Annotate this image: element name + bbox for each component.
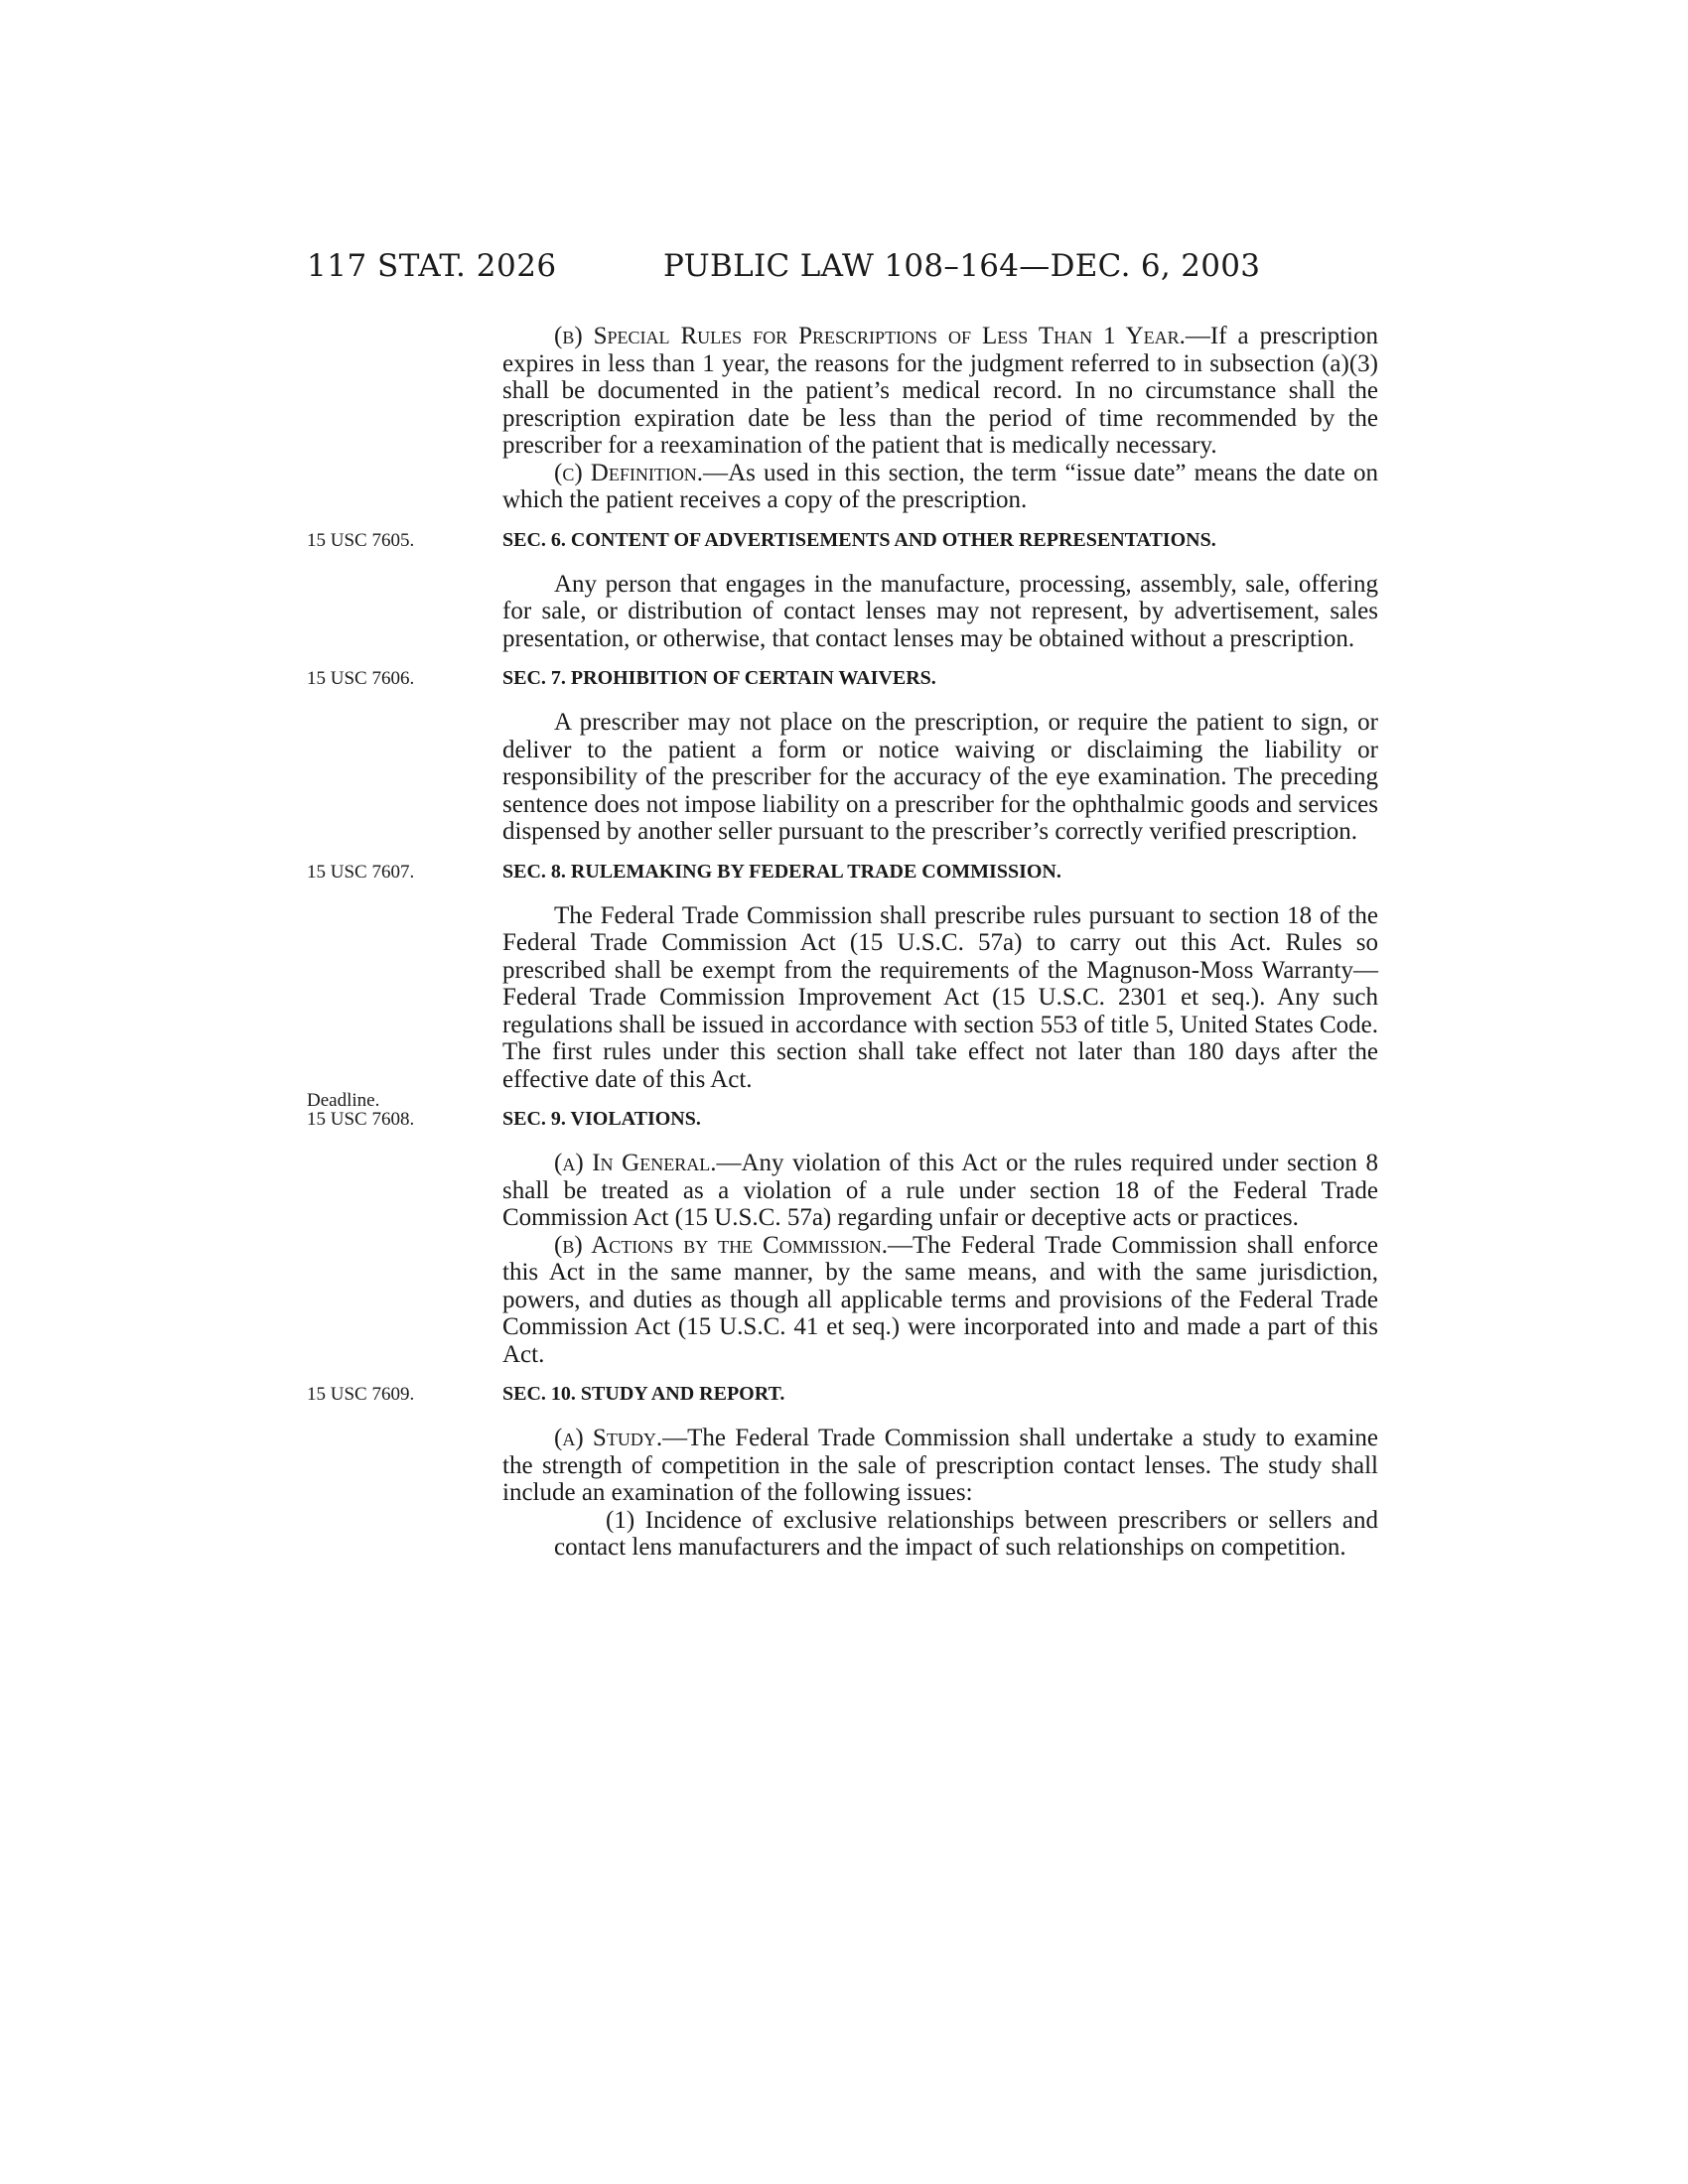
sec7-text: A prescriber may not place on the prescription, or require the patient to sign, or deliver to the patient a form or notice waiving or disclaiming the liability or responsibility of the prescriber for the accuracy of the eye examination. The preceding sentence does not impose liability on a prescriber for the ophthalmic goods and services dispensed by another seller pursuant to the prescriber’s correctly verified prescription. [502, 709, 1378, 845]
sec8-deadline-note: Deadline. [307, 1089, 380, 1111]
sec10-usc-citation: 15 USC 7609. [307, 1384, 415, 1405]
sec10-a-text: The Federal Trade Commission shall undertake a study to examine the strength of competition in the sale of prescription contact lenses. The study shall include an examination of the following issues: [502, 1425, 1378, 1506]
statute-page-number: 117 STAT. 2026 [307, 248, 557, 284]
sec9-a-text: Any violation of this Act or the rules required under section 8 shall be treated as a violation of a rule under section 18 of the Federal Trade Commission Act (15 U.S.C. 57a) regarding unfair or deceptive acts or practices. [502, 1150, 1378, 1231]
document-body [307, 323, 1379, 1562]
sec6-heading: SEC. 6. CONTENT OF ADVERTISEMENTS AND OTHER REPRESENTATIONS. [502, 528, 1216, 551]
section-6 [307, 528, 1378, 653]
sec10-subsection-a [502, 1425, 1378, 1507]
sec5-subsection-c [502, 460, 1378, 514]
sec5-b-heading: (b) Special Rules for Prescriptions of Less Than 1 Year.— [554, 323, 1210, 349]
section-7 [307, 666, 1378, 846]
sec6-usc-citation: 15 USC 7605. [307, 529, 415, 551]
section-8 [307, 860, 1378, 1111]
sec6-text: Any person that engages in the manufacture, processing, assembly, sale, offering for sale, or distribution of contact lenses may not represent, by advertisement, sales presentation, or otherwise, that contact lenses may be obtained without a prescription. [502, 570, 1378, 652]
sec8-heading: SEC. 8. RULEMAKING BY FEDERAL TRADE COMMISSION. [502, 860, 1061, 883]
sec5-c-heading: (c) Definition.— [554, 459, 729, 486]
sec5-b-text: If a prescription expires in less than 1 year, the reasons for the judgment referred to in subsection (a)(3) shall be documented in the patient’s medical record. In no circumstance shall the prescription expiration date be less than the period of time recommended by the prescriber for a reexamination of the patient that is medically necessary. [502, 323, 1379, 459]
page-header [0, 248, 1688, 298]
sec7-usc-citation: 15 USC 7606. [307, 668, 415, 689]
sec10-a-heading: (a) Study.— [554, 1425, 688, 1451]
sec9-usc-citation: 15 USC 7608. [307, 1109, 415, 1130]
sec9-heading: SEC. 9. VIOLATIONS. [502, 1108, 701, 1130]
sec8-usc-citation: 15 USC 7607. [307, 861, 415, 883]
sec7-heading: SEC. 7. PROHIBITION OF CERTAIN WAIVERS. [502, 667, 936, 689]
sec10-item-1: (1) Incidence of exclusive relationships between prescribers or sellers and contact lens manufacturers and the impact of such relationships on competition. [554, 1506, 1378, 1561]
sec9-subsection-b [502, 1232, 1378, 1369]
sec9-a-heading: (a) In General.— [554, 1150, 742, 1176]
sec9-b-heading: (b) Actions by the Commission.— [554, 1231, 913, 1259]
public-law-title: PUBLIC LAW 108–164—DEC. 6, 2003 [663, 248, 1261, 284]
sec10-heading: SEC. 10. STUDY AND REPORT. [502, 1383, 785, 1405]
section-9 [307, 1107, 1378, 1368]
section-10 [307, 1382, 1378, 1562]
sec9-b-text: The Federal Trade Commission shall enforce this Act in the same manner, by the same means, and with the same jurisdiction, powers, and duties as though all applicable terms and provisions of the Federal Trade Commission Act (15 U.S.C. 41 et seq.) were incorporated into and made a part of this Act. [502, 1231, 1378, 1368]
sec5-subsection-b [502, 323, 1378, 460]
sec9-subsection-a [502, 1150, 1378, 1232]
sec8-text: The Federal Trade Commission shall prescribe rules pursuant to section 18 of the Federal Trade Commission Act (15 U.S.C. 57a) to carry out this Act. Rules so prescribed shall be exempt from the requirements of the Magnuson-Moss Warranty—Federal Trade Commission Improvement Act (15 U.S.C. 2301 et seq.). Any such regulations shall be issued in accordance with section 553 of title 5, United States Code. The first rules under this section shall take effect not later than 180 days after the effective date of this Act. [502, 901, 1378, 1093]
sec5-c-text: As used in this section, the term “issue date” means the date on which the patient receives a copy of the prescription. [502, 459, 1378, 513]
